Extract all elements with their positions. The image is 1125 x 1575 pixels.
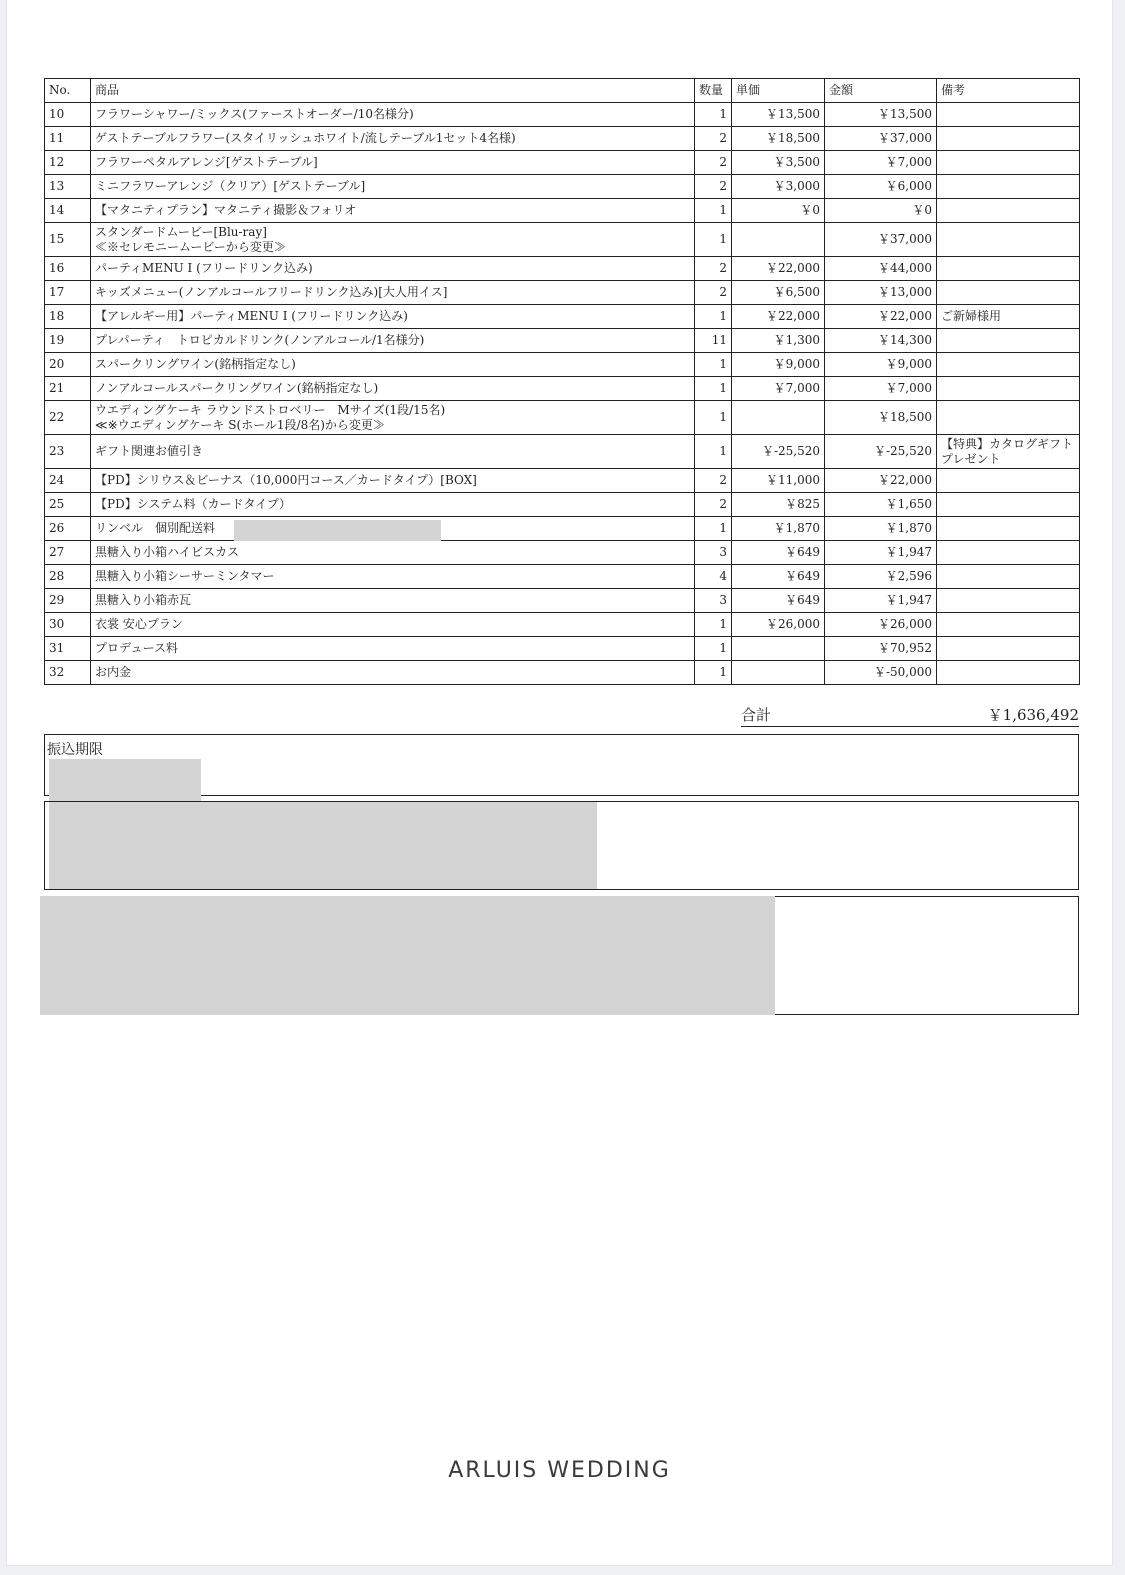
row-qty: 4 xyxy=(695,565,732,589)
row-amount: ￥-25,520 xyxy=(825,435,937,469)
row-no: 13 xyxy=(45,175,91,199)
row-qty: 11 xyxy=(695,329,732,353)
row-qty: 2 xyxy=(695,175,732,199)
redacted-block xyxy=(49,759,201,802)
row-qty: 2 xyxy=(695,151,732,175)
row-note xyxy=(937,493,1080,517)
row-qty: 1 xyxy=(695,223,732,257)
header-unit-price: 単価 xyxy=(732,79,825,103)
row-qty: 2 xyxy=(695,257,732,281)
row-qty: 1 xyxy=(695,103,732,127)
row-note xyxy=(937,661,1080,685)
table-row xyxy=(45,435,1080,469)
row-note xyxy=(937,565,1080,589)
row-product: プロデュース料 xyxy=(91,637,695,661)
row-product: ミニフラワーアレンジ（クリア）[ゲストテーブル] xyxy=(91,175,695,199)
row-unit-price: ￥6,500 xyxy=(732,281,825,305)
row-no: 32 xyxy=(45,661,91,685)
row-no: 28 xyxy=(45,565,91,589)
row-qty: 1 xyxy=(695,435,732,469)
row-product: プレパーティ トロピカルドリンク(ノンアルコール/1名様分) xyxy=(91,329,695,353)
row-amount: ￥6,000 xyxy=(825,175,937,199)
row-no: 10 xyxy=(45,103,91,127)
row-amount: ￥-50,000 xyxy=(825,661,937,685)
row-no: 24 xyxy=(45,469,91,493)
row-unit-price: ￥11,000 xyxy=(732,469,825,493)
row-unit-price: ￥3,000 xyxy=(732,175,825,199)
row-product: 黒糖入り小箱シーサーミンタマー xyxy=(91,565,695,589)
row-amount: ￥1,947 xyxy=(825,589,937,613)
grand-total xyxy=(741,702,1079,727)
row-no: 20 xyxy=(45,353,91,377)
table-row xyxy=(45,637,1080,661)
row-qty: 1 xyxy=(695,305,732,329)
row-note xyxy=(937,469,1080,493)
row-unit-price: ￥649 xyxy=(732,541,825,565)
row-qty: 3 xyxy=(695,541,732,565)
table-row xyxy=(45,127,1080,151)
table-row xyxy=(45,175,1080,199)
table-row xyxy=(45,613,1080,637)
row-note xyxy=(937,103,1080,127)
row-product: 【マタニティプラン】マタニティ撮影＆フォリオ xyxy=(91,199,695,223)
redacted-block xyxy=(40,896,775,1015)
row-no: 25 xyxy=(45,493,91,517)
row-no: 16 xyxy=(45,257,91,281)
row-qty: 1 xyxy=(695,517,732,541)
row-note xyxy=(937,637,1080,661)
brand-logo: ARLUIS WEDDING xyxy=(448,1458,671,1483)
row-amount: ￥37,000 xyxy=(825,127,937,151)
payment-deadline-label: 振込期限 xyxy=(47,742,103,758)
redacted-block xyxy=(49,802,597,889)
row-qty: 3 xyxy=(695,589,732,613)
table-row xyxy=(45,103,1080,127)
header-product: 商品 xyxy=(91,79,695,103)
total-label: 合計 xyxy=(741,706,772,724)
table-row xyxy=(45,517,1080,541)
total-value: ￥1,636,492 xyxy=(987,706,1079,724)
row-amount: ￥7,000 xyxy=(825,151,937,175)
row-unit-price: ￥649 xyxy=(732,565,825,589)
table-row xyxy=(45,281,1080,305)
row-amount: ￥26,000 xyxy=(825,613,937,637)
row-product: ウエディングケーキ ラウンドストロベリー Mサイズ(1段/15名) ≪※ウエディングケーキ S(ホール1段/8名)から変更≫ xyxy=(91,401,695,435)
row-unit-price: ￥7,000 xyxy=(732,377,825,401)
row-note xyxy=(937,199,1080,223)
row-unit-price: ￥-25,520 xyxy=(732,435,825,469)
row-note: 【特典】カタログギフトプレゼント xyxy=(937,435,1080,469)
row-product: 【アレルギー用】パーティMENU I (フリードリンク込み) xyxy=(91,305,695,329)
row-qty: 2 xyxy=(695,281,732,305)
row-qty: 1 xyxy=(695,199,732,223)
row-note xyxy=(937,257,1080,281)
row-product: ゲストテーブルフラワー(スタイリッシュホワイト/流しテーブル1セット4名様) xyxy=(91,127,695,151)
row-note xyxy=(937,613,1080,637)
row-unit-price: ￥3,500 xyxy=(732,151,825,175)
row-unit-price: ￥1,870 xyxy=(732,517,825,541)
row-qty: 2 xyxy=(695,493,732,517)
row-note xyxy=(937,175,1080,199)
header-amount: 金額 xyxy=(825,79,937,103)
row-qty: 1 xyxy=(695,661,732,685)
redacted-block xyxy=(234,520,441,541)
row-note xyxy=(937,281,1080,305)
row-product: 黒糖入り小箱赤瓦 xyxy=(91,589,695,613)
row-amount: ￥13,500 xyxy=(825,103,937,127)
row-qty: 2 xyxy=(695,127,732,151)
row-note xyxy=(937,541,1080,565)
row-unit-price: ￥649 xyxy=(732,589,825,613)
row-no: 21 xyxy=(45,377,91,401)
row-amount: ￥14,300 xyxy=(825,329,937,353)
row-no: 11 xyxy=(45,127,91,151)
row-amount: ￥9,000 xyxy=(825,353,937,377)
row-product: パーティMENU I (フリードリンク込み) xyxy=(91,257,695,281)
table-row xyxy=(45,589,1080,613)
row-amount: ￥44,000 xyxy=(825,257,937,281)
row-product: フラワーシャワー/ミックス(ファーストオーダー/10名様分) xyxy=(91,103,695,127)
row-product: ノンアルコールスパークリングワイン(銘柄指定なし) xyxy=(91,377,695,401)
row-unit-price: ￥1,300 xyxy=(732,329,825,353)
row-amount: ￥22,000 xyxy=(825,305,937,329)
table-row xyxy=(45,151,1080,175)
row-unit-price xyxy=(732,223,825,257)
row-product: 衣裳 安心プラン xyxy=(91,613,695,637)
row-product: お内金 xyxy=(91,661,695,685)
row-amount: ￥1,870 xyxy=(825,517,937,541)
row-note xyxy=(937,127,1080,151)
row-product: 黒糖入り小箱ハイビスカス xyxy=(91,541,695,565)
row-unit-price: ￥18,500 xyxy=(732,127,825,151)
table-row xyxy=(45,565,1080,589)
table-row xyxy=(45,469,1080,493)
table-row xyxy=(45,305,1080,329)
row-no: 30 xyxy=(45,613,91,637)
table-row xyxy=(45,661,1080,685)
table-row xyxy=(45,199,1080,223)
header-no: No. xyxy=(45,79,91,103)
row-no: 29 xyxy=(45,589,91,613)
row-no: 18 xyxy=(45,305,91,329)
row-amount: ￥13,000 xyxy=(825,281,937,305)
row-product: リンベル 個別配送料 xyxy=(91,517,695,541)
header-qty: 数量 xyxy=(695,79,732,103)
row-product: スパークリングワイン(銘柄指定なし) xyxy=(91,353,695,377)
table-row xyxy=(45,257,1080,281)
row-unit-price: ￥0 xyxy=(732,199,825,223)
row-amount: ￥0 xyxy=(825,199,937,223)
table-header-row xyxy=(45,79,1080,103)
row-unit-price xyxy=(732,637,825,661)
row-amount: ￥7,000 xyxy=(825,377,937,401)
table-row xyxy=(45,223,1080,257)
row-no: 22 xyxy=(45,401,91,435)
row-unit-price xyxy=(732,401,825,435)
row-product: 【PD】シリウス＆ビーナス（10,000円コース／カードタイプ）[BOX] xyxy=(91,469,695,493)
table-row xyxy=(45,493,1080,517)
row-unit-price: ￥22,000 xyxy=(732,305,825,329)
row-note xyxy=(937,223,1080,257)
header-note: 備考 xyxy=(937,79,1080,103)
row-amount: ￥18,500 xyxy=(825,401,937,435)
row-amount: ￥2,596 xyxy=(825,565,937,589)
row-product: ギフト関連お値引き xyxy=(91,435,695,469)
row-unit-price: ￥22,000 xyxy=(732,257,825,281)
row-unit-price: ￥13,500 xyxy=(732,103,825,127)
row-note xyxy=(937,151,1080,175)
row-no: 17 xyxy=(45,281,91,305)
row-note xyxy=(937,353,1080,377)
invoice-page xyxy=(7,0,1112,1565)
items-table xyxy=(44,78,1080,685)
row-no: 15 xyxy=(45,223,91,257)
row-unit-price xyxy=(732,661,825,685)
table-row xyxy=(45,329,1080,353)
row-qty: 1 xyxy=(695,637,732,661)
table-row xyxy=(45,377,1080,401)
row-qty: 1 xyxy=(695,613,732,637)
row-amount: ￥37,000 xyxy=(825,223,937,257)
row-note xyxy=(937,377,1080,401)
row-product: 【PD】システム料（カードタイプ） xyxy=(91,493,695,517)
row-qty: 1 xyxy=(695,377,732,401)
row-note xyxy=(937,401,1080,435)
row-note: ご新婦様用 xyxy=(937,305,1080,329)
row-qty: 2 xyxy=(695,469,732,493)
row-note xyxy=(937,329,1080,353)
table-row xyxy=(45,541,1080,565)
row-note xyxy=(937,517,1080,541)
row-qty: 1 xyxy=(695,401,732,435)
row-unit-price: ￥26,000 xyxy=(732,613,825,637)
row-no: 23 xyxy=(45,435,91,469)
row-product: フラワーペタルアレンジ[ゲストテーブル] xyxy=(91,151,695,175)
row-no: 27 xyxy=(45,541,91,565)
row-unit-price: ￥825 xyxy=(732,493,825,517)
row-note xyxy=(937,589,1080,613)
row-amount: ￥70,952 xyxy=(825,637,937,661)
row-amount: ￥1,947 xyxy=(825,541,937,565)
row-amount: ￥22,000 xyxy=(825,469,937,493)
row-qty: 1 xyxy=(695,353,732,377)
row-product: キッズメニュー(ノンアルコールフリードリンク込み)[大人用イス] xyxy=(91,281,695,305)
row-unit-price: ￥9,000 xyxy=(732,353,825,377)
row-no: 14 xyxy=(45,199,91,223)
row-no: 31 xyxy=(45,637,91,661)
row-no: 19 xyxy=(45,329,91,353)
row-no: 26 xyxy=(45,517,91,541)
row-no: 12 xyxy=(45,151,91,175)
row-product: スタンダードムービー[Blu-ray] ≪※セレモニームービーから変更≫ xyxy=(91,223,695,257)
row-amount: ￥1,650 xyxy=(825,493,937,517)
table-row xyxy=(45,401,1080,435)
table-row xyxy=(45,353,1080,377)
